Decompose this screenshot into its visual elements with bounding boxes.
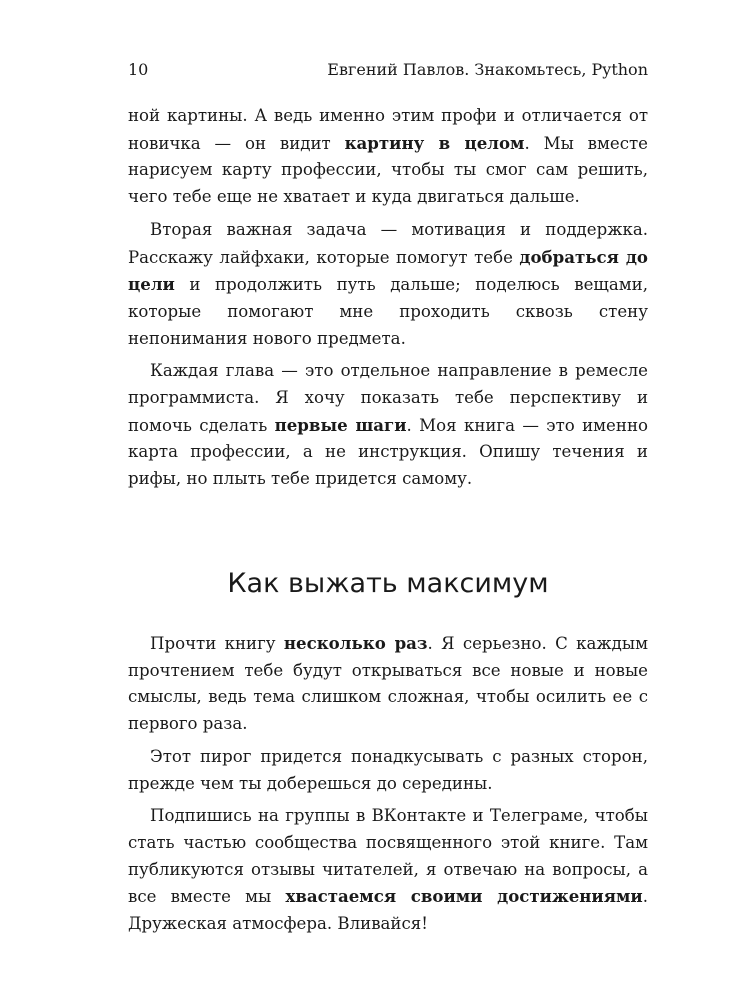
paragraph-text: . Моя книга — это именно карта профессии, а не инструкция. Опишу течения и рифы, но плыть тебе придется самому. [128,415,648,489]
emphasis-several-times: несколько раз [283,633,428,653]
paragraph-text: . Мы вместе нарисуем карту профессии, чтобы ты смог сам решить, чего тебе еще не хватает и куда двигаться дальше. [128,133,649,207]
running-header [128,58,648,82]
paragraph-continued [128,103,648,211]
paragraph-text: ной картины. А ведь именно этим профи и отличается от новичка — он видит [128,106,648,153]
paragraph-text: . Я серьезно. С каждым прочтением тебе будут открываться все новые и новые смыслы, ведь тема слишком сложная, чтобы осилить ее с первого раза. [128,634,648,734]
paragraph-text: Подпишись на группы в ВКонтакте и Телеграме, чтобы стать частью сообщества посвященного этой книге. Там публикуются отзывы читателей, я отвечаю на вопросы, а все вместе мы [128,806,648,907]
paragraph-pie: Этот пирог придется понадкусывать с разных сторон, прежде чем ты доберешься до середины. [128,746,648,793]
section-text-block [128,630,648,938]
emphasis-first-steps: первые шаги [274,414,407,435]
paragraph-community [128,803,648,938]
paragraph-chapters [128,358,648,493]
emphasis-achievements: хвастаемся своими достижениями [285,886,643,907]
running-title: Евгений Павлов. Знакомьтесь, Python [327,60,648,79]
section-title: Как выжать максимум [227,568,549,599]
paragraph-text: и продолжить путь дальше; поделюсь вещами, которые помогают мне проходить сквозь стену непонимания нового предмета. [128,275,648,348]
paragraph-text: Каждая глава — это отдельное направление в ремесле программиста. Я хочу показать тебе перспективу и помочь сделать [128,361,648,435]
paragraph-text: Вторая важная задача — мотивация и поддержка. Расскажу лайфхаки, которые помогут тебе [128,219,648,267]
paragraph-text: Прочти книгу [150,634,284,653]
paragraph-text: . Дружеская атмосфера. Вливайся! [128,887,648,934]
paragraph-read-several-times [128,630,648,738]
page-number: 10 [128,60,149,79]
intro-text-block [128,103,648,493]
paragraph-motivation [128,217,648,353]
emphasis-reach-goal: добраться до цели [128,246,648,295]
emphasis-whole-picture: картину в целом [344,132,525,153]
